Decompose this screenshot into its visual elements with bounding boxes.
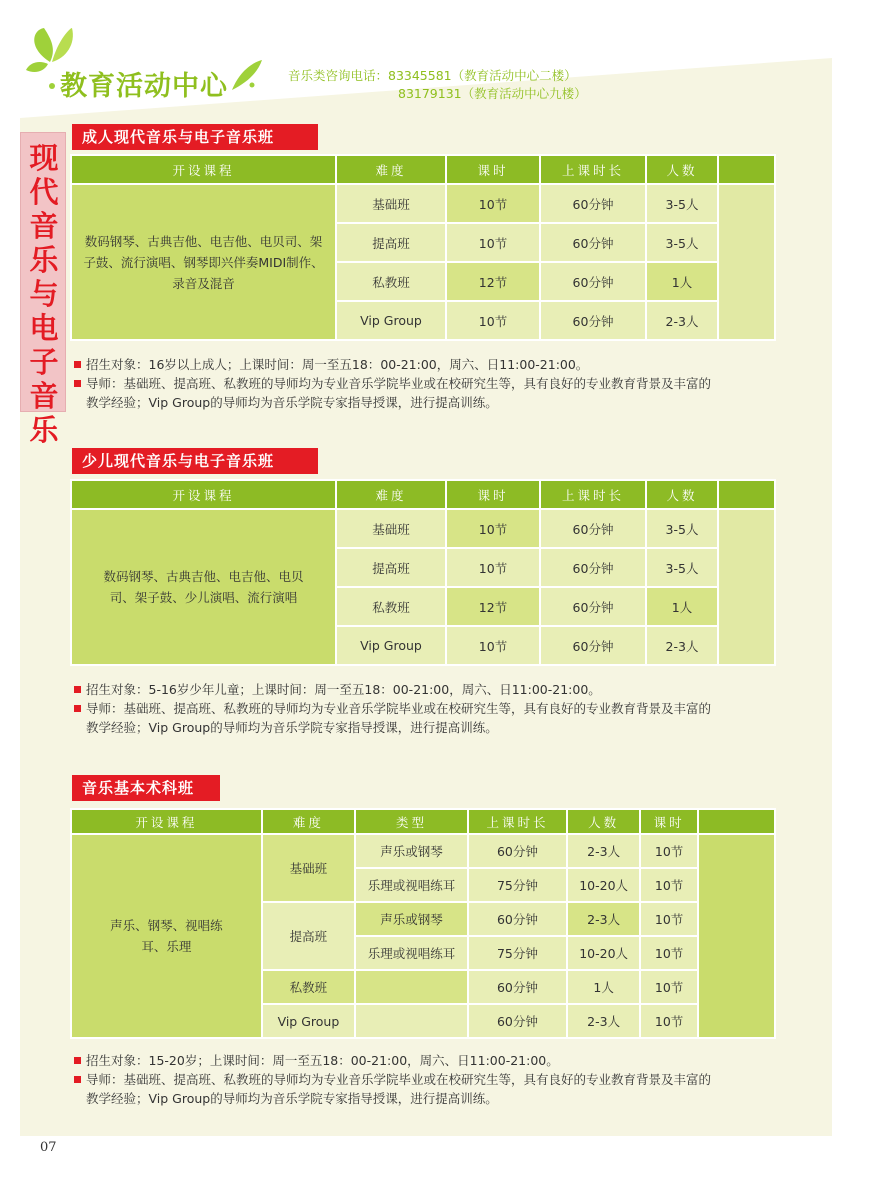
level-cell: 基础班 <box>337 185 445 222</box>
level-cell: 基础班 <box>263 835 354 901</box>
duration-cell: 60分钟 <box>541 224 645 261</box>
people-cell: 1人 <box>568 971 639 1003</box>
type-cell: 乐理或视唱练耳 <box>356 869 467 901</box>
header-hours: 课时 <box>641 810 697 833</box>
course-list: 数码钢琴、古典吉他、电吉他、电贝司、架子鼓、少儿演唱、流行演唱 <box>72 510 335 664</box>
bullet-icon <box>74 361 81 368</box>
basic-notes <box>74 1051 814 1108</box>
type-cell <box>356 971 467 1003</box>
people-cell: 3-5人 <box>647 549 717 586</box>
side-blank-cell <box>699 835 774 1037</box>
tutor-note-cont: 教学经验；Vip Group的导师均为音乐学院专家指导授课，进行提高训练。 <box>86 1091 498 1106</box>
duration-cell: 75分钟 <box>469 869 566 901</box>
header-duration: 上课时长 <box>469 810 566 833</box>
duration-cell: 60分钟 <box>469 1005 566 1037</box>
consult-phone <box>288 67 587 103</box>
header-people: 人数 <box>647 481 717 508</box>
header-blank <box>719 481 774 508</box>
header-type: 类型 <box>356 810 467 833</box>
hours-cell: 10节 <box>641 1005 697 1037</box>
enrollment-note: 招生对象：15-20岁；上课时间：周一至五18：00-21:00，周六、日11:00-21:00。 <box>74 1051 814 1070</box>
people-cell: 3-5人 <box>647 224 717 261</box>
people-cell: 10-20人 <box>568 869 639 901</box>
tutor-note: 导师：基础班、提高班、私教班的导师均为专业音乐学院毕业或在校研究生等，具有良好的专业教育背景及丰富的 <box>74 374 814 393</box>
hours-cell: 10节 <box>447 224 539 261</box>
type-cell: 声乐或钢琴 <box>356 903 467 935</box>
header-blank <box>699 810 774 833</box>
hours-cell: 10节 <box>447 549 539 586</box>
header-duration: 上课时长 <box>541 481 645 508</box>
level-cell: 基础班 <box>337 510 445 547</box>
duration-cell: 60分钟 <box>541 549 645 586</box>
side-title-banner <box>20 132 66 447</box>
level-cell: 提高班 <box>337 549 445 586</box>
hours-cell: 10节 <box>641 937 697 969</box>
header-hours: 课时 <box>447 156 539 183</box>
course-list: 数码钢琴、古典吉他、电吉他、电贝司、架子鼓、流行演唱、钢琴即兴伴奏MIDI制作、录音及混音 <box>72 185 335 339</box>
enrollment-note: 招生对象：5-16岁少年儿童；上课时间：周一至五18：00-21:00，周六、日11:00-21:00。 <box>74 680 814 699</box>
table-row <box>72 185 774 222</box>
logo-text: 教育活动中心 <box>60 71 228 102</box>
table-header-row <box>72 156 774 183</box>
table-header-row <box>72 810 774 833</box>
kids-notes <box>74 680 814 737</box>
side-blank-cell <box>719 185 774 339</box>
people-cell: 3-5人 <box>647 185 717 222</box>
level-cell: Vip Group <box>263 1005 354 1037</box>
kids-course-table <box>70 479 776 666</box>
duration-cell: 60分钟 <box>469 835 566 867</box>
section-title-kids: 少儿现代音乐与电子音乐班 <box>72 448 318 474</box>
level-cell: Vip Group <box>337 627 445 664</box>
header-course: 开设课程 <box>72 156 335 183</box>
phone-line-1: 音乐类咨询电话：83345581（教育活动中心二楼） <box>288 68 577 83</box>
header-level: 难度 <box>337 156 445 183</box>
hours-cell: 10节 <box>641 869 697 901</box>
hours-cell: 10节 <box>447 185 539 222</box>
adult-course-table <box>70 154 776 341</box>
duration-cell: 60分钟 <box>469 971 566 1003</box>
bullet-icon <box>74 380 81 387</box>
header-people: 人数 <box>568 810 639 833</box>
level-cell: Vip Group <box>337 302 445 339</box>
table-row <box>72 510 774 547</box>
header-course: 开设课程 <box>72 810 261 833</box>
duration-cell: 60分钟 <box>541 302 645 339</box>
people-cell: 2-3人 <box>568 1005 639 1037</box>
duration-cell: 60分钟 <box>541 627 645 664</box>
side-blank-cell <box>719 510 774 664</box>
header-level: 难度 <box>337 481 445 508</box>
section-title-adult: 成人现代音乐与电子音乐班 <box>72 124 318 150</box>
type-cell: 声乐或钢琴 <box>356 835 467 867</box>
header-course: 开设课程 <box>72 481 335 508</box>
duration-cell: 60分钟 <box>469 903 566 935</box>
hours-cell: 10节 <box>641 903 697 935</box>
hours-cell: 10节 <box>447 302 539 339</box>
people-cell: 2-3人 <box>568 903 639 935</box>
header-hours: 课时 <box>447 481 539 508</box>
enrollment-note: 招生对象：16岁以上成人；上课时间：周一至五18：00-21:00，周六、日11:00-21:00。 <box>74 355 814 374</box>
bullet-icon <box>74 1057 81 1064</box>
page-number: 07 <box>40 1140 57 1155</box>
duration-cell: 60分钟 <box>541 263 645 300</box>
header-blank <box>719 156 774 183</box>
tutor-note: 导师：基础班、提高班、私教班的导师均为专业音乐学院毕业或在校研究生等，具有良好的专业教育背景及丰富的 <box>74 699 814 718</box>
people-cell: 1人 <box>647 263 717 300</box>
section-title-basic: 音乐基本术科班 <box>72 775 220 801</box>
tutor-note-cont: 教学经验；Vip Group的导师均为音乐学院专家指导授课，进行提高训练。 <box>86 720 498 735</box>
course-list: 声乐、钢琴、视唱练耳、乐理 <box>72 835 261 1037</box>
adult-notes <box>74 355 814 412</box>
people-cell: 2-3人 <box>647 627 717 664</box>
people-cell: 10-20人 <box>568 937 639 969</box>
header-people: 人数 <box>647 156 717 183</box>
level-cell: 私教班 <box>337 588 445 625</box>
header-level: 难度 <box>263 810 354 833</box>
duration-cell: 75分钟 <box>469 937 566 969</box>
hours-cell: 12节 <box>447 588 539 625</box>
tutor-note: 导师：基础班、提高班、私教班的导师均为专业音乐学院毕业或在校研究生等，具有良好的专业教育背景及丰富的 <box>74 1070 814 1089</box>
duration-cell: 60分钟 <box>541 510 645 547</box>
level-cell: 提高班 <box>337 224 445 261</box>
people-cell: 2-3人 <box>568 835 639 867</box>
basic-course-table <box>70 808 776 1039</box>
people-cell: 2-3人 <box>647 302 717 339</box>
level-cell: 私教班 <box>337 263 445 300</box>
type-cell: 乐理或视唱练耳 <box>356 937 467 969</box>
header-duration: 上课时长 <box>541 156 645 183</box>
type-cell <box>356 1005 467 1037</box>
level-cell: 提高班 <box>263 903 354 969</box>
hours-cell: 10节 <box>641 835 697 867</box>
phone-line-2: 83179131（教育活动中心九楼） <box>398 86 587 101</box>
level-cell: 私教班 <box>263 971 354 1003</box>
hours-cell: 10节 <box>641 971 697 1003</box>
hours-cell: 10节 <box>447 510 539 547</box>
table-header-row <box>72 481 774 508</box>
bullet-icon <box>74 686 81 693</box>
bullet-icon <box>74 705 81 712</box>
side-title-text: 现代音乐与电子音乐 <box>29 141 59 447</box>
people-cell: 3-5人 <box>647 510 717 547</box>
duration-cell: 60分钟 <box>541 588 645 625</box>
bullet-icon <box>74 1076 81 1083</box>
duration-cell: 60分钟 <box>541 185 645 222</box>
tutor-note-cont: 教学经验；Vip Group的导师均为音乐学院专家指导授课，进行提高训练。 <box>86 395 498 410</box>
hours-cell: 10节 <box>447 627 539 664</box>
people-cell: 1人 <box>647 588 717 625</box>
table-row <box>72 835 774 867</box>
hours-cell: 12节 <box>447 263 539 300</box>
